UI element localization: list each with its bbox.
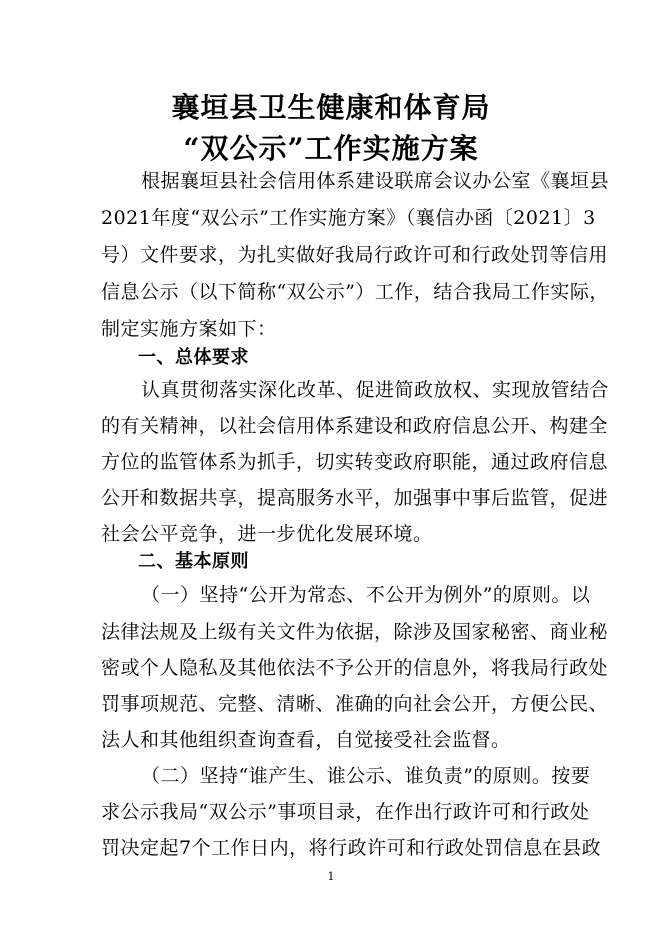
principle2-line: 罚决定起7个工作日内，将行政许可和行政处罚信息在县政	[101, 837, 602, 859]
section1-line: 的有关精神，以社会信用体系建设和政府信息公开、构建全	[101, 415, 609, 437]
principle2-line: 求公示我局“双公示”事项目录，在作出行政许可和行政处	[101, 801, 590, 823]
intro-line: 信息公示（以下简称“双公示”）工作，结合我局工作实际，	[101, 281, 609, 303]
section-heading-basic-principles: 二、基本原则	[138, 551, 249, 572]
intro-line: 根据襄垣县社会信用体系建设联席会议办公室《襄垣县	[141, 170, 610, 192]
principle1-line: 密或个人隐私及其他依法不予公开的信息外，将我局行政处	[101, 657, 609, 679]
section-heading-general-requirements: 一、总体要求	[138, 347, 249, 368]
section1-line: 方位的监管体系为抓手，切实转变政府职能，通过政府信息	[101, 451, 609, 473]
principle1-line: 法律法规及上级有关文件为依据，除涉及国家秘密、商业秘	[101, 621, 609, 643]
intro-line: 2021年度“双公示”工作实施方案》（襄信办函〔2021〕3	[101, 207, 596, 229]
intro-line: 制定实施方案如下：	[101, 318, 277, 340]
section1-line: 公开和数据共享，提高服务水平，加强事中事后监管，促进	[101, 487, 609, 509]
principle1-line: （一）坚持“公开为常态、不公开为例外”的原则。以	[141, 584, 591, 606]
principle1-line: 法人和其他组织查询查看，自觉接受社会监督。	[101, 729, 511, 751]
principle2-line: （二）坚持“谁产生、谁公示、谁负责”的原则。按要	[141, 765, 591, 787]
document-title-line1: 襄垣县卫生健康和体育局	[171, 91, 491, 124]
intro-line: 号）文件要求，为扎实做好我局行政许可和行政处罚等信用	[101, 244, 609, 266]
document-title-line2: “双公示”工作实施方案	[183, 132, 479, 165]
principle1-line: 罚事项规范、完整、清晰、准确的向社会公开，方便公民、	[101, 693, 609, 715]
section1-line: 认真贯彻落实深化改革、促进简政放权、实现放管结合	[141, 379, 610, 401]
page-number: 1	[327, 870, 335, 883]
section1-line: 社会公平竞争，进一步优化发展环境。	[101, 523, 433, 545]
